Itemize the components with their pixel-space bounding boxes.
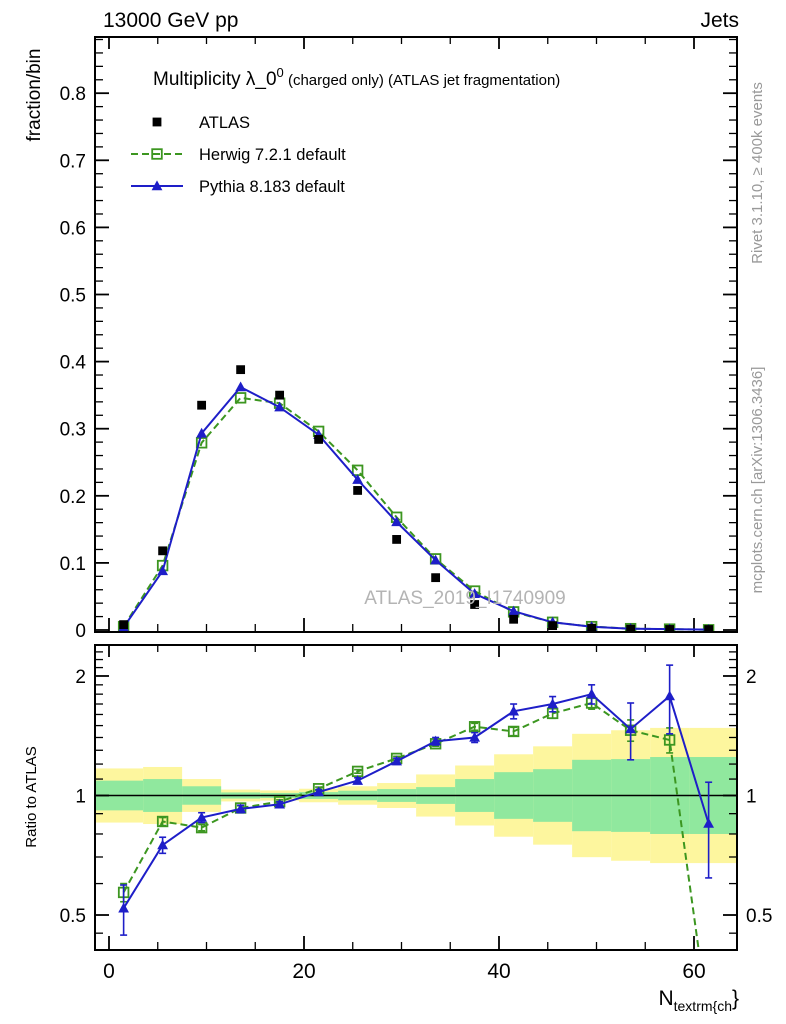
data-marker-filled-square <box>431 573 440 582</box>
header-beam-energy: 13000 GeV pp <box>103 9 239 32</box>
data-marker-filled-square <box>353 486 362 495</box>
main-y-tick-label: 0.1 <box>59 553 86 575</box>
data-series <box>95 365 737 1021</box>
header-analysis-group: Jets <box>700 9 739 32</box>
main-y-tick-label: 0.8 <box>59 84 86 106</box>
data-marker-filled-square <box>314 435 323 444</box>
data-marker-filled-square <box>158 546 167 555</box>
data-marker-filled-triangle <box>469 732 480 742</box>
watermark-analysis-id: ATLAS_2019_I1740909 <box>364 588 566 609</box>
ratio-y-tick-label-left: 0.5 <box>59 906 86 928</box>
main-y-tick-label: 0.4 <box>59 352 86 374</box>
data-marker-filled-square <box>197 401 206 410</box>
x-tick-label: 40 <box>487 960 511 983</box>
data-marker-filled-square <box>509 615 518 624</box>
ratio-y-tick-label-right: 1 <box>746 786 757 808</box>
data-marker-filled-square <box>236 365 245 374</box>
x-axis-title: Ntextrm{ch} <box>658 987 739 1014</box>
main-y-tick-label: 0.6 <box>59 218 86 240</box>
main-y-tick-label: 0.2 <box>59 486 86 508</box>
ratio-y-tick-label-right: 0.5 <box>746 906 773 928</box>
data-marker-filled-square <box>548 621 557 630</box>
main-y-tick-label: 0 <box>75 621 86 642</box>
mcplots-arxiv-note: mcplots.cern.ch [arXiv:1306.3436] <box>749 366 766 594</box>
x-tick-label: 20 <box>292 960 316 983</box>
data-marker-filled-triangle <box>274 402 285 412</box>
legend-label-atlas: ATLAS <box>199 114 251 132</box>
ratio-y-tick-label-left: 1 <box>75 786 86 808</box>
main-y-axis-title: fraction/bin <box>24 48 45 142</box>
legend-label-pythia: Pythia 8.183 default <box>199 178 345 196</box>
data-marker-filled-triangle <box>664 690 675 700</box>
main-y-tick-label: 0.3 <box>59 419 86 441</box>
data-marker-filled-square <box>275 391 284 400</box>
x-tick-label: 60 <box>682 960 706 983</box>
main-panel-frame <box>95 37 737 632</box>
data-marker-filled-triangle <box>235 381 246 391</box>
x-tick-label: 0 <box>103 960 115 983</box>
data-marker-filled-triangle <box>118 903 129 913</box>
legend-markers <box>131 118 183 191</box>
ratio-y-axis-title: Ratio to ATLAS <box>23 746 40 848</box>
plot-title: Multiplicity $\lambda\_0^0$ (charged only) (ATLAS jet fragmentation) <box>153 65 561 90</box>
data-marker-filled-square <box>119 620 128 629</box>
rivet-version-note: Rivet 3.1.10, ≥ 400k events <box>749 82 766 264</box>
data-marker-filled-square <box>392 535 401 544</box>
data-marker-filled-square <box>153 118 162 127</box>
main-y-tick-label: 0.5 <box>59 285 86 307</box>
legend-label-herwig: Herwig 7.2.1 default <box>199 146 346 164</box>
data-marker-filled-triangle <box>157 840 168 850</box>
ratio-y-tick-label-left: 2 <box>75 666 86 688</box>
ratio-y-tick-label-right: 2 <box>746 666 757 688</box>
data-marker-filled-triangle <box>586 689 597 699</box>
main-y-tick-label: 0.7 <box>59 151 86 173</box>
